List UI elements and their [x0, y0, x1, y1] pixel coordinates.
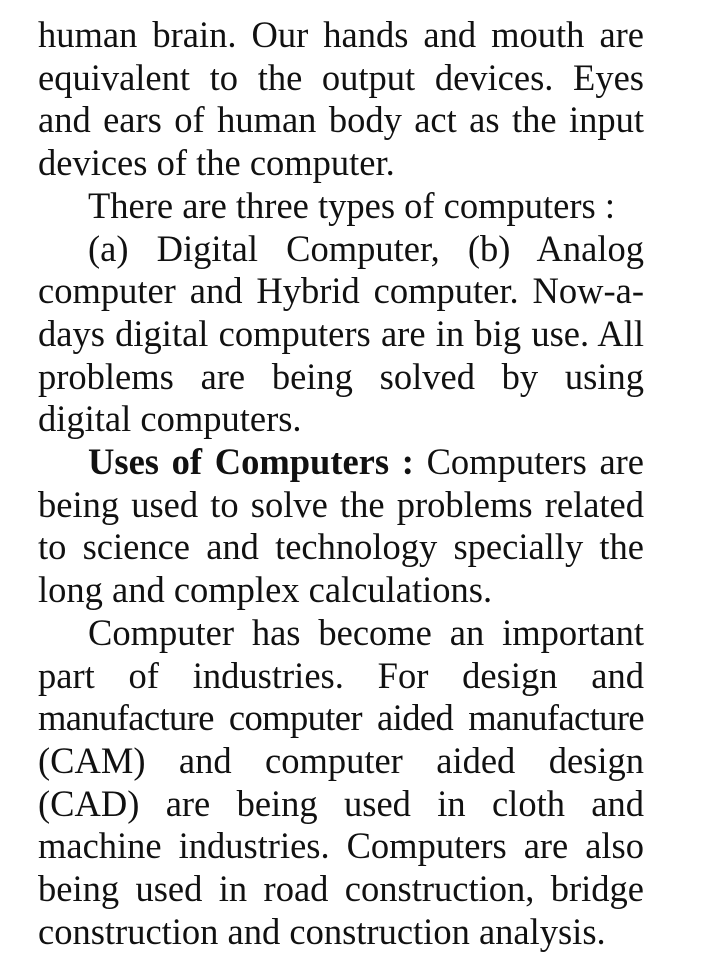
text-line: part of industries. For design and [38, 654, 644, 696]
text-line: computer and Hybrid computer. Now-a- [38, 270, 644, 312]
text-line [38, 441, 644, 484]
text-line: machine industries. Computers are also [38, 825, 644, 867]
paragraph-brain-analogy [38, 14, 644, 185]
text-line: (a) Digital Computer, (b) Analog [88, 227, 644, 269]
document-page [38, 14, 644, 953]
paragraph-types-intro [38, 185, 644, 228]
text-line: days digital computers are in big use. All [38, 312, 644, 354]
text-line: being used in road construction, bridge [38, 868, 644, 910]
text-line: and ears of human body act as the input [38, 99, 644, 141]
text-line: digital computers. [38, 398, 302, 440]
paragraph-types-list [38, 228, 644, 442]
text-line: (CAM) and computer aided design [38, 739, 644, 781]
text-line: being used to solve the problems related [38, 483, 644, 525]
paragraph-uses-of-computers [38, 441, 644, 612]
text-line: manufacture computer aided manufacture [38, 697, 644, 739]
text-line: Computer has become an important [88, 611, 644, 653]
text-line: long and complex calculations. [38, 569, 493, 611]
text-line: problems are being solved by using [38, 355, 644, 397]
text-line: devices of the computer. [38, 142, 395, 184]
text-line: to science and technology specially the [38, 526, 644, 568]
text-line: equivalent to the output devices. Eyes [38, 56, 644, 98]
text-line: human brain. Our hands and mouth are [38, 14, 644, 55]
text-run: Computers are [413, 441, 645, 483]
text-line: construction and construction analysis. [38, 910, 606, 952]
paragraph-industries [38, 612, 644, 954]
text-line: There are three types of computers : [88, 184, 615, 226]
section-heading: Uses of Computers : [88, 441, 414, 483]
text-line: (CAD) are being used in cloth and [38, 782, 644, 824]
